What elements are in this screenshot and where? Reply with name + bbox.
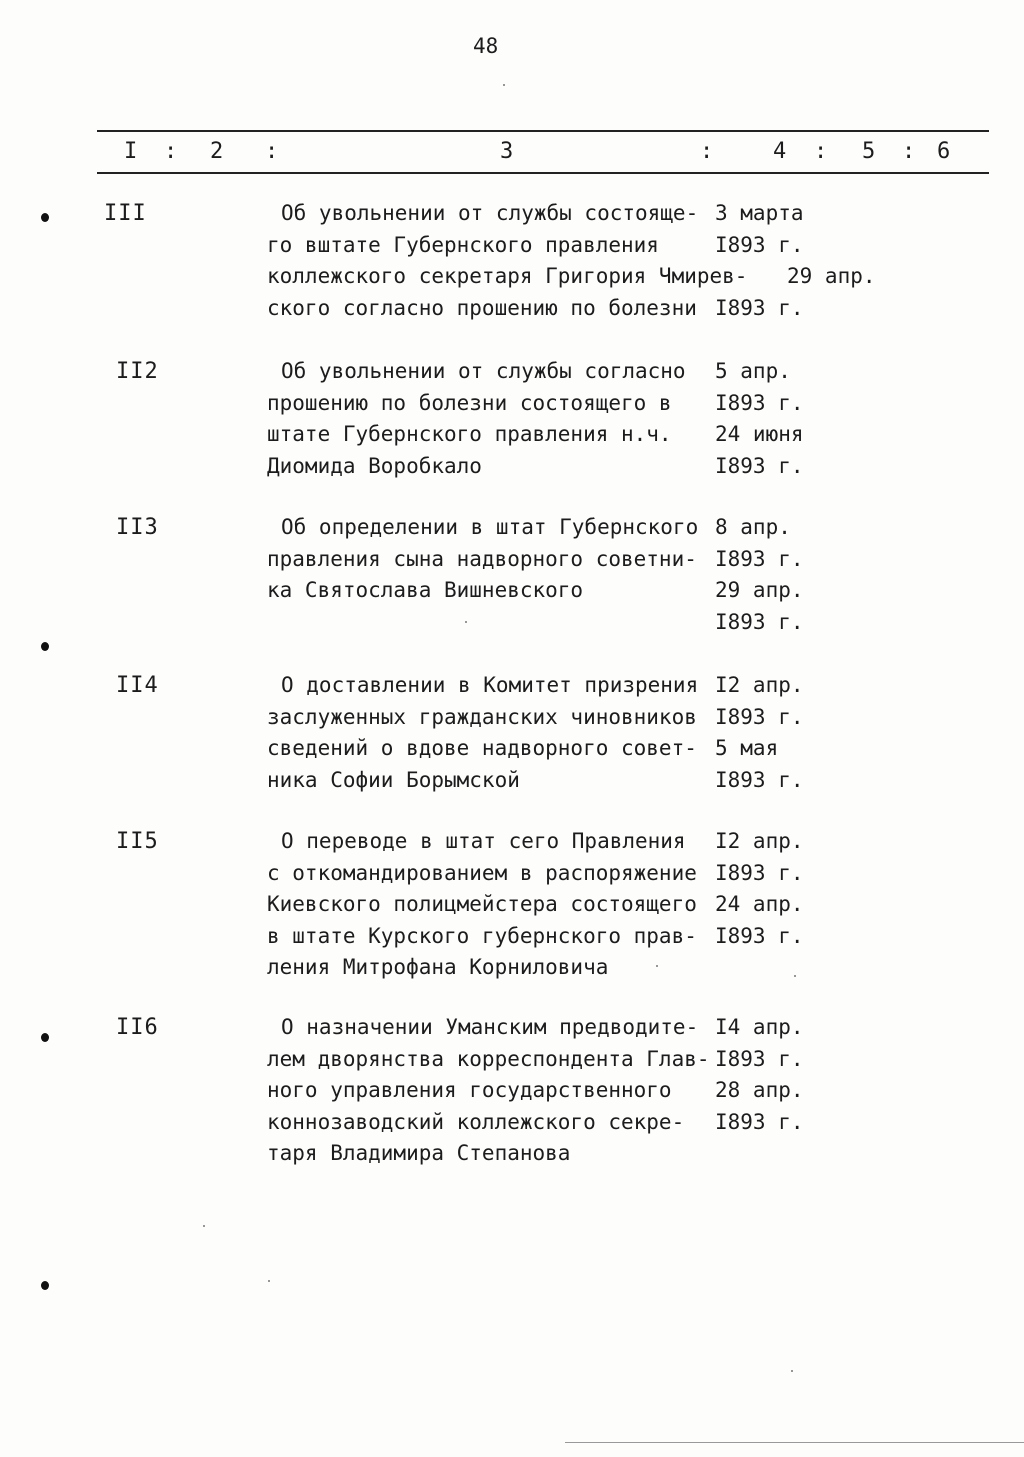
record-text-line: штате Губернского правления н.ч.	[267, 422, 672, 446]
record-number: III	[104, 201, 147, 226]
record-dates	[715, 826, 804, 952]
record-description	[267, 512, 698, 607]
header-sep-5: :	[902, 139, 916, 164]
header-col-6: 6	[937, 139, 951, 164]
header-sep-2: :	[265, 139, 279, 164]
header-col-1: I	[124, 139, 138, 164]
record-text-line: О переводе в штат сего Правления	[281, 829, 686, 853]
record-date-line: I893 г.	[715, 546, 804, 571]
record-number: II4	[116, 673, 159, 698]
header-sep-3: :	[700, 139, 714, 164]
page-bottom-edge	[565, 1442, 1024, 1443]
header-col-2: 2	[210, 139, 224, 164]
record-text-line: таря Владимира Степанова	[267, 1141, 571, 1165]
scan-speck	[503, 84, 505, 86]
header-col-5: 5	[862, 139, 876, 164]
record-text-line: сведений о вдове надворного совет-	[267, 736, 697, 760]
record-date-line: 29 апр.	[715, 578, 804, 602]
record-text-line: заслуженных гражданских чиновников	[267, 704, 697, 729]
record-date-line: 24 июня	[715, 422, 804, 446]
record-description	[267, 198, 747, 324]
header-col-4: 4	[773, 139, 787, 164]
record-description	[267, 826, 697, 984]
record-text-line: Диомида Воробкало	[267, 453, 482, 478]
scan-speck	[791, 1370, 793, 1372]
binder-hole-mark	[41, 1033, 49, 1042]
record-text-line: ления Митрофана Корниловича	[267, 955, 609, 979]
record-dates	[715, 512, 804, 638]
record-dates	[715, 356, 804, 482]
record-number: II5	[116, 829, 159, 854]
record-number: II3	[116, 515, 159, 540]
record-date-line: 3 марта	[715, 201, 804, 225]
page-number: 48	[473, 34, 499, 58]
record-dates	[715, 1012, 804, 1138]
record-text-line: ника Софии Борымской	[267, 767, 520, 792]
table-header-bottom-rule	[97, 172, 989, 174]
record-date-line: I893 г.	[715, 1046, 804, 1071]
record-dates	[715, 198, 876, 324]
record-date-line: I893 г.	[715, 704, 804, 729]
record-text-line: коннозаводский коллежского секре-	[267, 1109, 685, 1134]
record-date-line: I2 апр.	[715, 829, 804, 853]
record-text-line: лем дворянства корреспондента Глав-	[267, 1046, 710, 1071]
scan-speck	[656, 965, 658, 967]
record-date-line: I4 апр.	[715, 1015, 804, 1039]
record-date-line: I893 г.	[715, 1109, 804, 1134]
record-text-line: ного управления государственного	[267, 1078, 672, 1102]
record-date-line: 28 апр.	[715, 1078, 804, 1102]
record-description	[267, 1012, 710, 1170]
record-text-line: коллежского секретаря Григория Чмирев-	[267, 264, 748, 288]
record-text-line: ского согласно прошению по болезни	[267, 295, 697, 320]
record-date-line: 24 апр.	[715, 892, 804, 916]
record-date-line: I893 г.	[715, 295, 804, 320]
record-date-line: 8 апр.	[715, 515, 791, 539]
scan-speck	[203, 1225, 205, 1227]
scan-speck	[465, 621, 467, 623]
record-date-line: 5 апр.	[715, 359, 791, 383]
record-date-line: 29 апр.	[787, 264, 876, 288]
record-date-line: 5 мая	[715, 736, 779, 760]
record-number: II6	[116, 1015, 159, 1040]
record-text-line: правления сына надворного советни-	[267, 546, 697, 571]
header-sep-1: :	[164, 139, 178, 164]
record-date-line: I893 г.	[715, 453, 804, 478]
record-text-line: О назначении Уманским предводите-	[281, 1015, 699, 1039]
binder-hole-mark	[41, 213, 49, 222]
record-text-line: Киевского полицмейстера состоящего	[267, 892, 697, 916]
record-text-line: с откомандированием в распоряжение	[267, 860, 697, 885]
scan-speck	[794, 975, 796, 977]
record-date-line: I893 г.	[715, 232, 804, 257]
record-text-line: Об определении в штат Губернского	[281, 515, 699, 539]
record-date-line: I893 г.	[715, 923, 804, 948]
record-text-line: Об увольнении от службы состояще-	[281, 201, 699, 225]
scan-speck	[268, 1280, 270, 1282]
table-top-rule	[97, 130, 989, 132]
header-col-3: 3	[500, 139, 514, 164]
binder-hole-mark	[41, 642, 49, 651]
record-dates	[715, 670, 804, 796]
record-text-line: ка Святослава Вишневского	[267, 578, 584, 602]
table-header-row	[0, 139, 1024, 167]
record-text-line: в штате Курского губернского прав-	[267, 923, 697, 948]
record-text-line: О доставлении в Комитет призрения	[281, 673, 699, 697]
record-text-line: Об увольнении от службы согласно	[281, 359, 686, 383]
record-number: II2	[116, 359, 159, 384]
record-text-line: прошению по болезни состоящего в	[267, 390, 672, 415]
record-date-line: I893 г.	[715, 609, 804, 634]
record-date-line: I2 апр.	[715, 673, 804, 697]
record-description	[267, 670, 698, 796]
record-description	[267, 356, 686, 482]
record-date-line: I893 г.	[715, 390, 804, 415]
binder-hole-mark	[41, 1281, 49, 1290]
record-text-line: го вштате Губернского правления	[267, 232, 659, 257]
record-date-line: I893 г.	[715, 860, 804, 885]
header-sep-4: :	[814, 139, 828, 164]
record-date-line: I893 г.	[715, 767, 804, 792]
